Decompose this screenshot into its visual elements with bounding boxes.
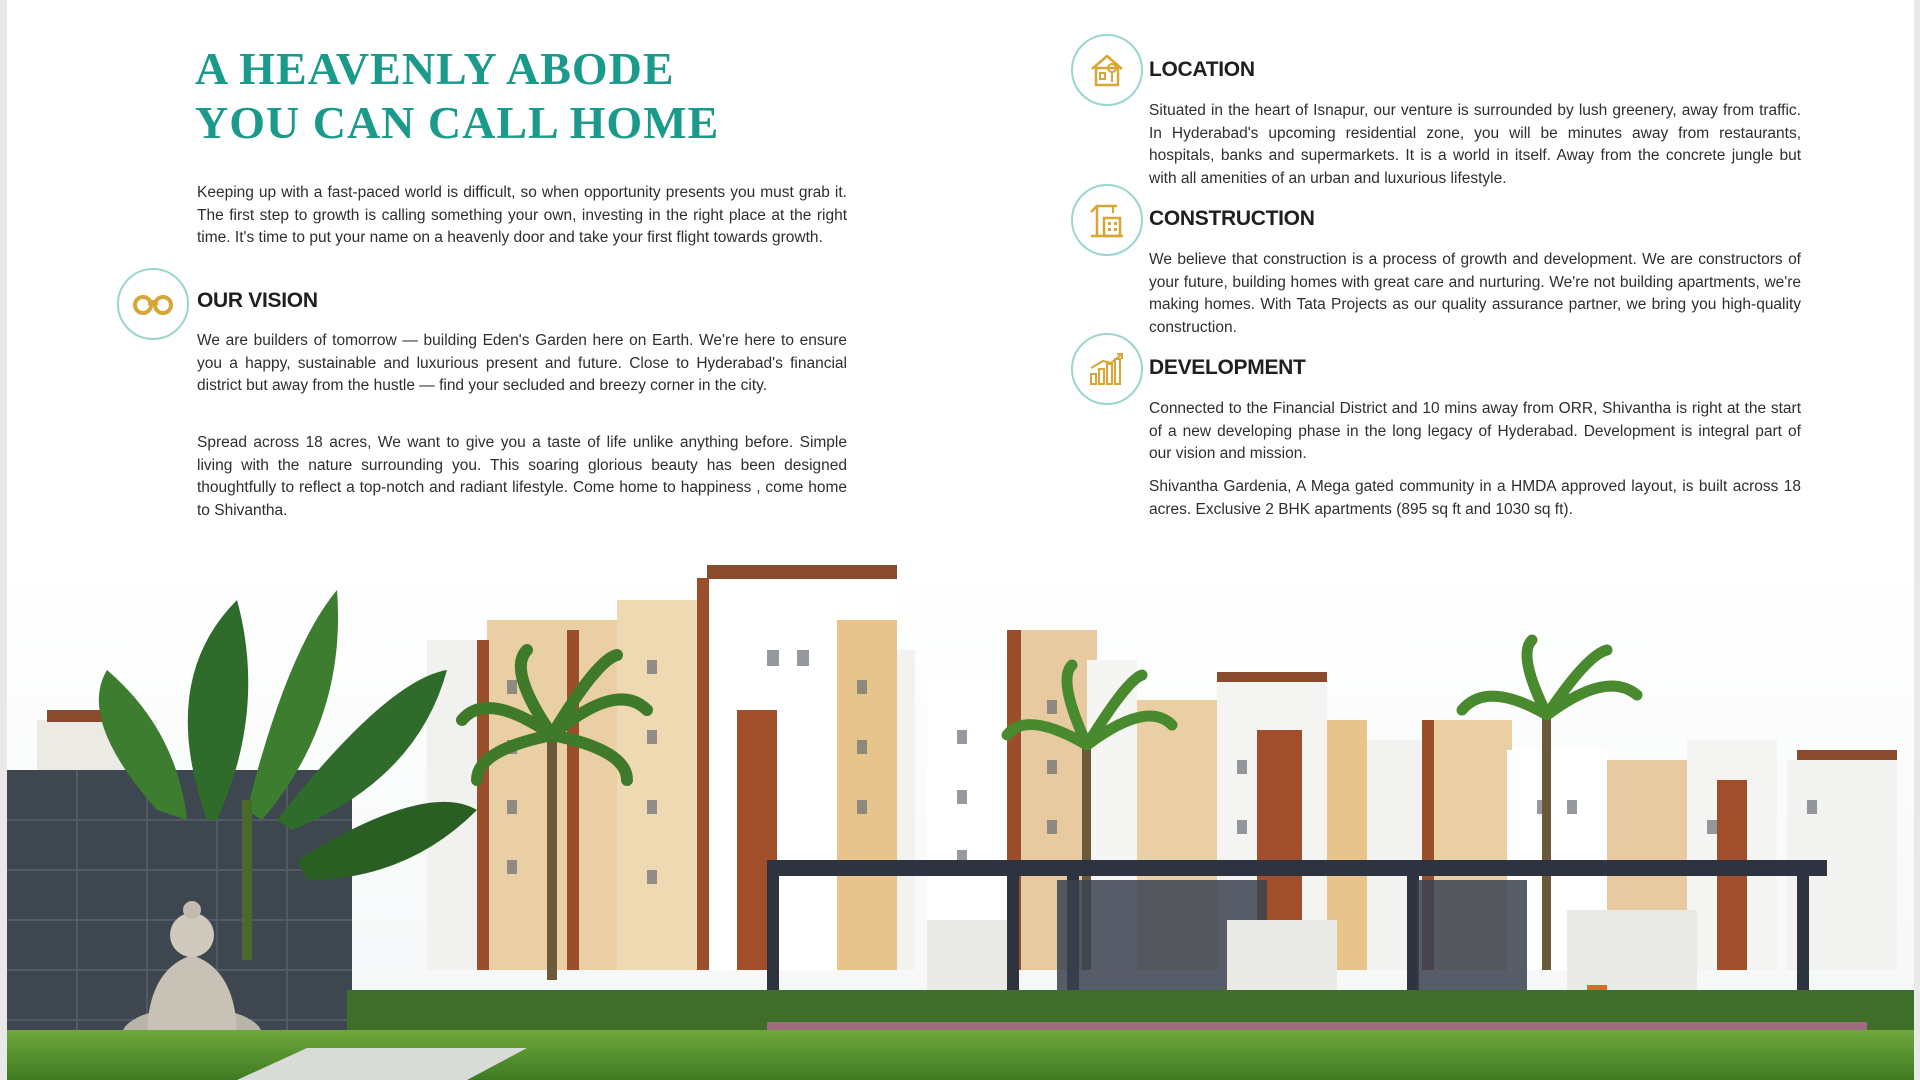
crane-building-icon — [1071, 184, 1143, 256]
construction-paragraph: We believe that construction is a process of growth and development. We are constructors of your future, building homes with great care and nurturing. We're not building apartments, we're making homes. With Tata Projects as our quality assurance partner, we bring you high-quality construction. — [1149, 251, 1801, 336]
headline-line-2: YOU CAN CALL HOME — [195, 97, 720, 148]
flower-bed — [767, 1022, 1867, 1030]
construction-title: CONSTRUCTION — [1149, 207, 1315, 230]
development-paragraph-1: Connected to the Financial District and 10 mins away from ORR, Shivantha is right at the start of a new developing phase in the long legacy of Hyderabad. Development is integral part of our vision and mission. — [1149, 400, 1801, 462]
location-paragraph: Situated in the heart of Isnapur, our venture is surrounded by lush greenery, away from traffic. In Hyderabad's upcoming residential zone, you will be minutes away from restaurants, hospitals, banks and supermarkets. It is a world in itself. Away from the concrete jungle but with all amenities of an urban and luxurious lifestyle. — [1149, 102, 1801, 187]
growth-chart-icon — [1071, 333, 1143, 405]
binoculars-icon — [117, 268, 189, 340]
location-title: LOCATION — [1149, 58, 1255, 81]
headline-line-1: A HEAVENLY ABODE — [195, 43, 675, 94]
vision-title: OUR VISION — [197, 289, 318, 312]
apartment-render-illustration — [7, 560, 1914, 1080]
house-location-icon — [1071, 34, 1143, 106]
page-right-edge — [1914, 0, 1920, 1080]
intro-paragraph: Keeping up with a fast-paced world is difficult, so when opportunity presents you must grab it. The first step to growth is calling something your own, investing in the right place at the right time. It's time to put your name on a heavenly door and take your first flight towards growth. — [197, 184, 847, 246]
development-paragraph-2: Shivantha Gardenia, A Mega gated community in a HMDA approved layout, is built across 18 acres. Exclusive 2 BHK apartments (895 sq ft and 1030 sq ft). — [1149, 478, 1801, 518]
page-headline — [195, 42, 755, 150]
vision-paragraph-2: Spread across 18 acres, We want to give you a taste of life unlike anything before. Simple living with the nature surrounding you. This soaring glorious beauty has been designed thoughtfully to reflect a top-notch and radiant lifestyle. Come home to happiness , come home to Shivantha. — [197, 434, 847, 519]
building-cluster-left — [427, 565, 915, 970]
development-title: DEVELOPMENT — [1149, 356, 1306, 379]
vision-paragraph-1: We are builders of tomorrow — building Eden's Garden here on Earth. We're here to ensure you a happy, sustainable and luxurious present and future. Close to Hyderabad's financial district but away from the hustle — find your secluded and breezy corner in the city. — [197, 332, 847, 394]
page-left-edge — [0, 0, 7, 1080]
